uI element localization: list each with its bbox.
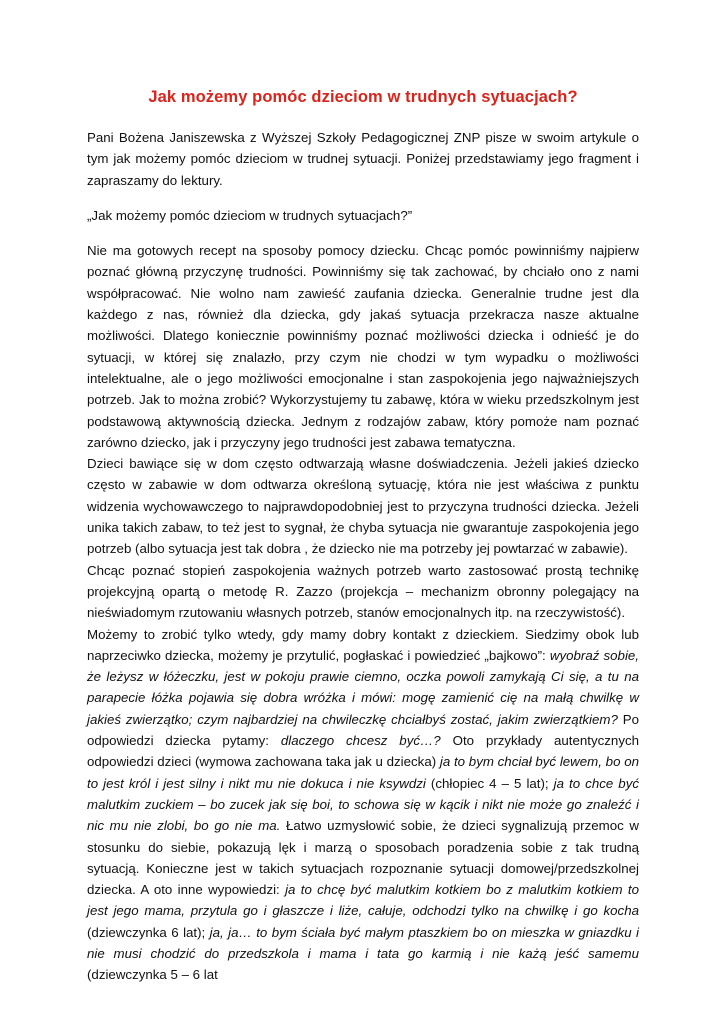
paragraph-4-text: Po odpowiedzi dziecka pytamy: [87, 711, 639, 749]
paragraph-4-text: (chłopiec 4 – 5 lat); [425, 775, 554, 791]
paragraph-4-text: Możemy to zrobić tylko wtedy, gdy mamy dobry kontakt z dzieckiem. Siedzimy obok lub naprzeciwko dziecka, możemy je przytulić, pogłaskać i powiedzieć „bajkowo”: [87, 626, 639, 663]
paragraph-4-quote: dlaczego chcesz być…? [280, 733, 441, 749]
paragraph-1: Nie ma gotowych recept na sposoby pomocy dziecku. Chcąc pomóc powinniśmy najpierw poznać główną przyczynę trudności. Powinniśmy się tak zachować, by chciało ono z nami współpracować. Nie wolno nam zawieść zaufania dziecka. Generalnie trudne jest dla każdego z nas, również dla dziecka, gdy jakaś sytuacja przekracza nasze aktualne możliwości. Dlatego koniecznie powinniśmy poznać możliwości dziecka i odnieść je do sytuacji, w której się znalazło, przy czym nie chodzi w tym wypadku o możliwości intelektualne, ale o jego możliwości emocjonalne i stan zaspokojenia jego najważniejszych potrzeb. Jak to można zrobić? Wykorzystujemy tu zabawę, która w wieku przedszkolnym jest podstawową aktywnością dziecka. Jednym z rodzajów zabaw, który pomoże nam poznać zarówno dziecko, jak i przyczyny jego trudności jest zabawa tematyczna. [87, 243, 639, 450]
paragraph-2: Dzieci bawiące się w dom często odtwarzają własne doświadczenia. Jeżeli jakieś dziecko często w zabawie w dom odtwarza określoną sytuację, która nie jest właściwa z punktu widzenia wychowawczego to najprawdopodobniej jest to przyczyna trudności dziecka. Jeżeli unika takich zabaw, to też jest to sygnał, że chyba sytuacja nie gwarantuje zaspokojenia jego potrzeb (albo sytuacja jest tak dobra , że dziecko nie ma potrzeby jej powtarzać w zabawie). [87, 456, 639, 557]
paragraph-4-quote: wyobraź sobie, że leżysz w łóżeczku, jest w pokoju prawie ciemno, oczka powoli zamykają Ci się, a tu na parapecie łóżka pojawia się dobra wróżka i mówi: mogę zamienić cię na małą chwilkę w jakieś zwierzątko; czym najbardziej na chwileczkę chciałbyś zostać, jakim zwierzątkiem? [87, 647, 639, 727]
document-title: Jak możemy pomóc dzieciom w trudnych sytuacjach? [148, 88, 578, 106]
paragraph-4-quote: ja to chce być malutkim zuckiem – bo zucek jak się boi, to schowa się w kącik i nikt nie może go znaleźć i nic mu nie zlobi, bo go nie ma. [87, 775, 639, 834]
article-quote-title: „Jak możemy pomóc dzieciom w trudnych sytuacjach?” [87, 207, 413, 223]
paragraph-4-text: (dziewczynka 5 – 6 lat [87, 967, 218, 983]
paragraph-4-text: Łatwo uzmysłowić sobie, że dzieci sygnalizują przemoc w stosunku do siebie, pokazują lęk i marzą o sposobach poradzenia sobie z tak trudną sytuacją. Konieczne jest w takich sytuacjach rozpoznanie sytuacji domowej/przedszkolnej dziecka. A oto inne wypowiedzi: [87, 818, 640, 898]
paragraph-4-text: Oto przykłady autentycznych odpowiedzi dzieci (wymowa zachowana taka jak u dziecka) [87, 733, 640, 770]
paragraph-4-quote: ja to bym chciał być lewem, bo on to jest król i jest silny i nikt mu nie dokuca i nie ksywdzi [87, 754, 639, 791]
paragraph-4-quote: ja, ja… to bym ściała być małym ptaszkiem bo on mieszka w gniazdku i nie musi chodzić do przedszkola i mama i tata go karmią i nie każą jeść samemu [87, 924, 640, 961]
paragraph-4-quote: ja to chcę być malutkim kotkiem bo z malutkim kotkiem to jest jego mama, przytula go i głaszcze i liże, całuje, odchodzi tylko na chwilkę i go kocha [87, 882, 639, 919]
paragraph-4-text: (dziewczynka 6 lat); [87, 924, 210, 940]
intro-paragraph: Pani Bożena Janiszewska z Wyższej Szkoły Pedagogicznej ZNP pisze w swoim artykule o tym jak możemy pomóc dzieciom w trudnej sytuacji. Poniżej przedstawiamy jego fragment i zapraszamy do lektury. [87, 130, 639, 188]
document-page [87, 88, 639, 986]
paragraph-3: Chcąc poznać stopień zaspokojenia ważnych potrzeb warto zastosować prostą technikę projekcyjną opartą o metodę R. Zazzo (projekcja – mechanizm obronny polegający na nieświadomym rzutowaniu własnych potrzeb, stanów emocjonalnych itp. na rzeczywistość). [87, 562, 639, 621]
paragraph-4 [87, 624, 639, 986]
